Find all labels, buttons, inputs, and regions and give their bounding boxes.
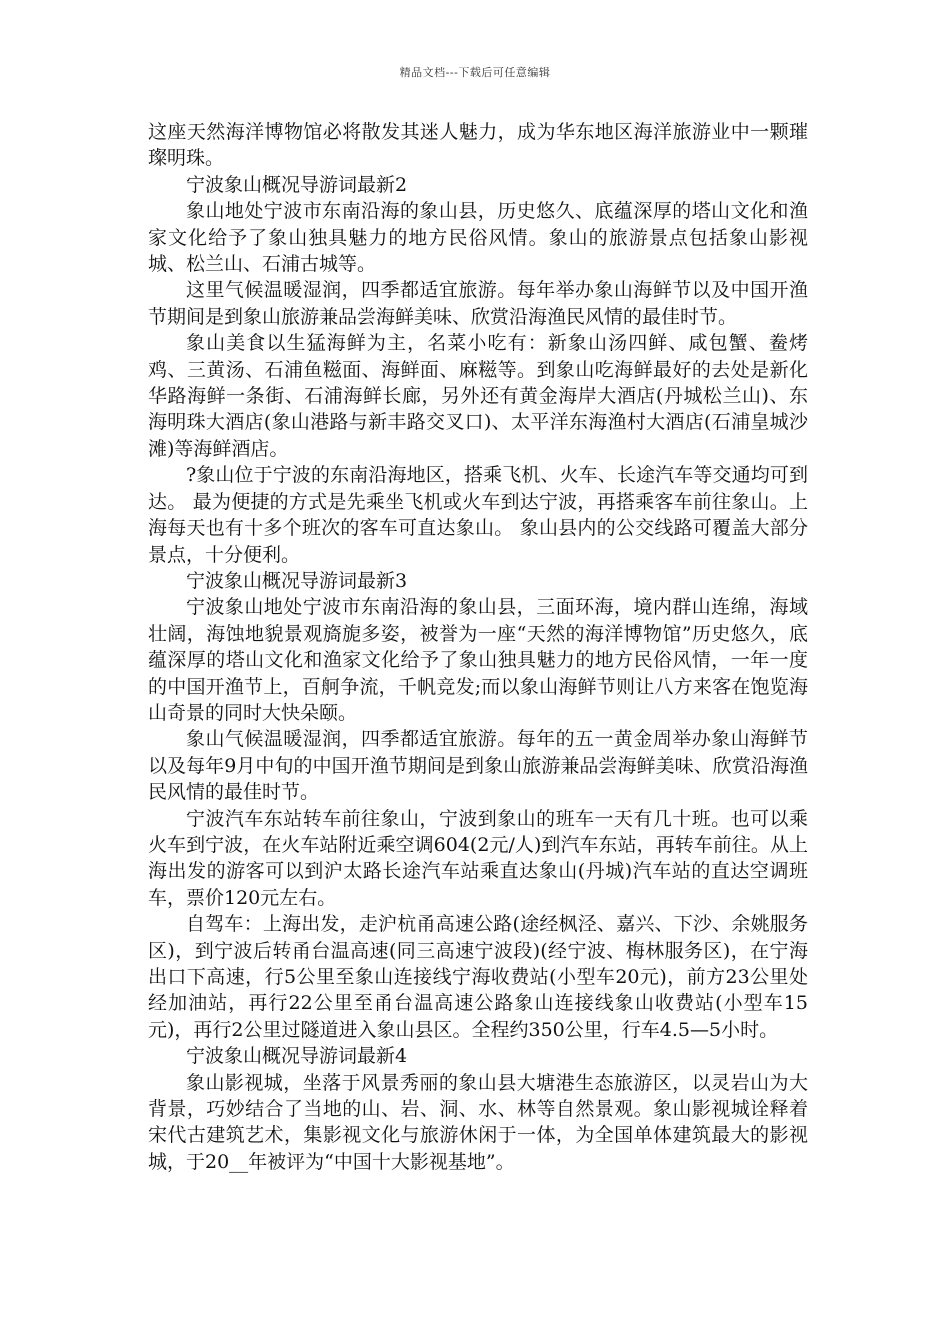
- section-heading-4: 宁波象山概况导游词最新4: [186, 1045, 408, 1068]
- paragraph: 象山影视城，坐落于风景秀丽的象山县大塘港生态旅游区，以灵岩山为大背景，巧妙结合了当地的山、岩、洞、水、林等自然景观。象山影视城诠释着宋代古建筑艺术，集影视文化与旅游休闲于一体，为全国单体建筑最大的影视城，于20__年被评为“中国十大影视基地”。: [148, 1071, 808, 1173]
- paragraph: 宁波汽车东站转车前往象山，宁波到象山的班车一天有几十班。也可以乘火车到宁波，在火车站附近乘空调604(2元/人)到汽车东站，再转车前往。从上海出发的游客可以到沪太路长途汽车站乘直达象山(丹城)汽车站的直达空调班车，票价120元左右。: [148, 807, 808, 909]
- paragraph: 象山地处宁波市东南沿海的象山县，历史悠久、底蕴深厚的塔山文化和渔家文化给予了象山独具魅力的地方民俗风情。象山的旅游景点包括象山影视城、松兰山、石浦古城等。: [148, 200, 808, 276]
- document-body: [148, 119, 808, 1175]
- paragraph-intro-end: 这座天然海洋博物馆必将散发其迷人魅力，成为华东地区海洋旅游业中一颗璀璨明珠。: [148, 121, 808, 170]
- paragraph: 象山气候温暖湿润，四季都适宜旅游。每年的五一黄金周举办象山海鲜节以及每年9月中旬的中国开渔节期间是到象山旅游兼品尝海鲜美味、欣赏沿海渔民风情的最佳时节。: [148, 728, 808, 804]
- paragraph: ?象山位于宁波的东南沿海地区，搭乘飞机、火车、长途汽车等交通均可到达。 最为便捷的方式是先乘坐飞机或火车到达宁波，再搭乘客车前往象山。上海每天也有十多个班次的客车可直达象山。 象山县内的公交线路可覆盖大部分景点，十分便利。: [148, 464, 808, 566]
- section-heading-2: 宁波象山概况导游词最新2: [186, 173, 408, 196]
- section-heading-3: 宁波象山概况导游词最新3: [186, 569, 408, 592]
- paragraph: 这里气候温暖湿润，四季都适宜旅游。每年举办象山海鲜节以及中国开渔节期间是到象山旅游兼品尝海鲜美味、欣赏沿海渔民风情的最佳时节。: [148, 279, 808, 328]
- page-header: 精品文档---下载后可任意编辑: [399, 66, 551, 79]
- paragraph: 自驾车：上海出发，走沪杭甬高速公路(途经枫泾、嘉兴、下沙、余姚服务区)，到宁波后转甬台温高速(同三高速宁波段)(经宁波、梅林服务区)，在宁海出口下高速，行5公里至象山连接线宁海收费站(小型车20元)，前方23公里处经加油站，再行22公里至甬台温高速公路象山连接线象山收费站(小型车15元)，再行2公里过隧道进入象山县区。全程约350公里，行车4.5—5小时。: [148, 913, 808, 1041]
- paragraph: 宁波象山地处宁波市东南沿海的象山县，三面环海，境内群山连绵，海域壮阔，海蚀地貌景观旖旎多姿，被誉为一座“天然的海洋博物馆”历史悠久，底蕴深厚的塔山文化和渔家文化给予了象山独具魅力的地方民俗风情，一年一度的中国开渔节上，百舸争流，千帆竞发;而以象山海鲜节则让八方来客在饱览海山奇景的同时大快朵颐。: [148, 596, 808, 724]
- paragraph: 象山美食以生猛海鲜为主，名菜小吃有：新象山汤四鲜、咸包蟹、鲞烤鸡、三黄汤、石浦鱼糍面、海鲜面、麻糍等。到象山吃海鲜最好的去处是新化华路海鲜一条街、石浦海鲜长廊，另外还有黄金海岸大酒店(丹城松兰山)、东海明珠大酒店(象山港路与新丰路交叉口)、太平洋东海渔村大酒店(石浦皇城沙滩)等海鲜酒店。: [148, 332, 808, 460]
